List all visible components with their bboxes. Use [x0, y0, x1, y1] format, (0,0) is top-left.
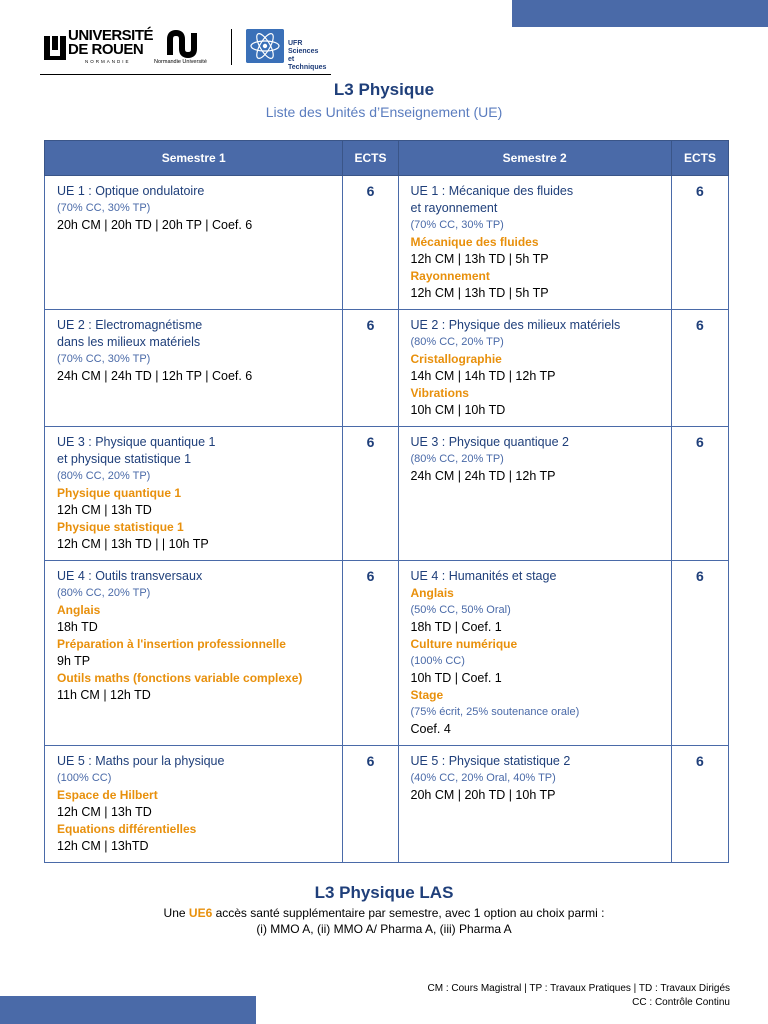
normandie-universite-logo-icon	[166, 29, 204, 59]
logo-separator	[231, 29, 232, 65]
assessment-split: (100% CC)	[410, 655, 465, 667]
ects-value: 6	[671, 561, 728, 746]
assessment-split: (100% CC)	[57, 772, 112, 784]
semestre-1-cell	[45, 561, 343, 746]
header-semestre-2: Semestre 2	[398, 141, 671, 176]
ue-title: UE 5 : Physique statistique 2	[410, 754, 571, 768]
hours-line: 12h CM | 13hTD	[57, 839, 149, 853]
ufr-label: UFR Sciences et Techniques	[288, 40, 327, 71]
sub-module-title: Anglais	[410, 586, 454, 600]
semestre-1-cell	[45, 427, 343, 561]
sub-module-title: Stage	[410, 688, 444, 702]
semestre-2-cell	[398, 176, 671, 310]
sub-module-title: Physique quantique 1	[57, 486, 182, 500]
assessment-split: (40% CC, 20% Oral, 40% TP)	[410, 772, 556, 784]
hours-line: 12h CM | 13h TD	[57, 805, 152, 819]
page-subtitle: Liste des Unités d’Enseignement (UE)	[265, 104, 503, 120]
semestre-2-cell	[398, 746, 671, 863]
sub-module-title: Préparation à l'insertion professionnelle	[57, 637, 286, 651]
ue-title: UE 2 : Physique des milieux matériels	[410, 318, 621, 332]
table-row	[45, 427, 729, 561]
semestre-2-cell	[398, 310, 671, 427]
sub-module-title: Equations différentielles	[57, 822, 197, 836]
hours-line: 20h CM | 20h TD | 20h TP | Coef. 6	[57, 218, 253, 232]
semestre-1-cell	[45, 176, 343, 310]
hours-line: 12h CM | 13h TD | 5h TP	[410, 252, 549, 266]
ects-value: 6	[671, 427, 728, 561]
semestre-2-cell	[398, 561, 671, 746]
hours-line: 12h CM | 13h TD	[57, 503, 152, 517]
header-ects-2: ECTS	[671, 141, 728, 176]
table-row	[45, 176, 729, 310]
logos-header	[40, 26, 332, 74]
ue-title-continued: et rayonnement	[410, 201, 498, 215]
sub-module-title: Mécanique des fluides	[410, 235, 539, 249]
table-header-row	[45, 141, 729, 176]
table-row	[45, 746, 729, 863]
ue-title: UE 1 : Mécanique des fluides	[410, 184, 574, 198]
las-options: (i) MMO A, (ii) MMO A/ Pharma A, (iii) Pharma A	[256, 922, 512, 936]
sub-module-title: Espace de Hilbert	[57, 788, 158, 802]
semestre-1-cell	[45, 310, 343, 427]
ue-title: UE 3 : Physique quantique 2	[410, 435, 569, 449]
assessment-split: (70% CC, 30% TP)	[57, 353, 151, 365]
ufr-atom-logo-icon	[246, 29, 284, 63]
ue-table	[44, 140, 729, 863]
assessment-split: (80% CC, 20% TP)	[410, 336, 504, 348]
assessment-split: (80% CC, 20% TP)	[57, 470, 151, 482]
ue-title: UE 5 : Maths pour la physique	[57, 754, 225, 768]
ects-value: 6	[671, 176, 728, 310]
legend-cc: CC : Contrôle Continu	[632, 997, 730, 1008]
sub-module-title: Vibrations	[410, 386, 469, 400]
bottom-accent-bar	[0, 996, 256, 1024]
hours-line: 18h TD | Coef. 1	[410, 620, 502, 634]
hours-line: 11h CM | 12h TD	[57, 688, 151, 702]
semestre-2-cell	[398, 427, 671, 561]
hours-line: Coef. 4	[410, 722, 451, 736]
table-row	[45, 310, 729, 427]
ects-value: 6	[343, 746, 398, 863]
header-ects-1: ECTS	[343, 141, 398, 176]
sub-module-title: Cristallographie	[410, 352, 502, 366]
header-semestre-1: Semestre 1	[45, 141, 343, 176]
normandie-universite-label: Normandie Université	[154, 59, 207, 65]
hours-line: 12h CM | 13h TD | 5h TP	[410, 286, 549, 300]
ue-title: UE 2 : Electromagnétisme	[57, 318, 203, 332]
assessment-split: (75% écrit, 25% soutenance orale)	[410, 706, 580, 718]
sub-module-title: Culture numérique	[410, 637, 518, 651]
ue-title: UE 4 : Outils transversaux	[57, 569, 203, 583]
hours-line: 12h CM | 13h TD | | 10h TP	[57, 537, 209, 551]
ects-value: 6	[343, 310, 398, 427]
hours-line: 24h CM | 24h TD | 12h TP	[410, 469, 556, 483]
ue-title-continued: et physique statistique 1	[57, 452, 192, 466]
assessment-split: (50% CC, 50% Oral)	[410, 604, 511, 616]
sub-module-title: Physique statistique 1	[57, 520, 184, 534]
assessment-split: (80% CC, 20% TP)	[57, 587, 151, 599]
hours-line: 24h CM | 24h TD | 12h TP | Coef. 6	[57, 369, 253, 383]
sub-module-title: Anglais	[57, 603, 101, 617]
legend-abbreviations: CM : Cours Magistral | TP : Travaux Pratiques | TD : Travaux Dirigés	[427, 983, 730, 994]
assessment-split: (80% CC, 20% TP)	[410, 453, 504, 465]
ects-value: 6	[343, 427, 398, 561]
hours-line: 14h CM | 14h TD | 12h TP	[410, 369, 556, 383]
universite-subtitle: NORMANDIE	[85, 59, 131, 64]
page-title: L3 Physique	[333, 80, 435, 99]
ue6-highlight: UE6	[188, 906, 213, 920]
las-title: L3 Physique LAS	[314, 883, 454, 902]
hours-line: 10h TD | Coef. 1	[410, 671, 502, 685]
hours-line: 18h TD	[57, 620, 98, 634]
ue-title-continued: dans les milieux matériels	[57, 335, 201, 349]
ue-title: UE 4 : Humanités et stage	[410, 569, 557, 583]
hours-line: 20h CM | 20h TD | 10h TP	[410, 788, 556, 802]
hours-line: 9h TP	[57, 654, 91, 668]
sub-module-title: Rayonnement	[410, 269, 490, 283]
ue-title: UE 3 : Physique quantique 1	[57, 435, 216, 449]
top-accent-bar	[512, 0, 768, 27]
las-description: Une UE6 accès santé supplémentaire par semestre, avec 1 option au choix parmi :	[163, 906, 605, 920]
hours-line: 10h CM | 10h TD	[410, 403, 506, 417]
ects-value: 6	[671, 746, 728, 863]
table-row	[45, 561, 729, 746]
assessment-split: (70% CC, 30% TP)	[410, 219, 504, 231]
semestre-1-cell	[45, 746, 343, 863]
ects-value: 6	[343, 561, 398, 746]
ue-title: UE 1 : Optique ondulatoire	[57, 184, 205, 198]
universite-name: UNIVERSITÉ DE ROUEN	[68, 27, 154, 58]
ects-value: 6	[343, 176, 398, 310]
assessment-split: (70% CC, 30% TP)	[57, 202, 151, 214]
sub-module-title: Outils maths (fonctions variable complexe)	[57, 671, 303, 685]
ects-value: 6	[671, 310, 728, 427]
header-underline	[40, 74, 331, 75]
